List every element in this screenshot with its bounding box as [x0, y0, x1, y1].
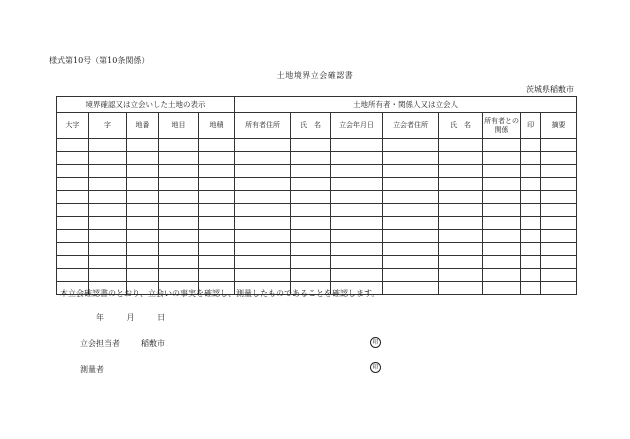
- table-cell[interactable]: [331, 204, 383, 217]
- table-cell[interactable]: [89, 256, 127, 269]
- issuer-city: 茨城県稲敷市: [526, 85, 574, 94]
- table-cell[interactable]: [383, 230, 439, 243]
- table-cell[interactable]: [541, 178, 577, 191]
- table-cell[interactable]: [199, 217, 235, 230]
- table-cell[interactable]: [57, 165, 89, 178]
- table-cell[interactable]: [127, 204, 159, 217]
- table-cell[interactable]: [521, 269, 541, 282]
- table-cell[interactable]: [235, 152, 291, 165]
- column-header: 氏 名: [439, 113, 483, 139]
- table-cell[interactable]: [57, 204, 89, 217]
- table-cell[interactable]: [521, 256, 541, 269]
- column-header: 氏 名: [291, 113, 331, 139]
- surveyor-label: 測量者: [80, 365, 104, 374]
- table-cell[interactable]: [159, 165, 199, 178]
- table-cell[interactable]: [127, 256, 159, 269]
- table-cell[interactable]: [291, 217, 331, 230]
- table-cell[interactable]: [439, 165, 483, 178]
- table-cell[interactable]: [541, 139, 577, 152]
- table-cell[interactable]: [199, 165, 235, 178]
- table-cell[interactable]: [57, 152, 89, 165]
- table-cell[interactable]: [89, 165, 127, 178]
- table-cell[interactable]: [541, 217, 577, 230]
- table-cell[interactable]: [541, 191, 577, 204]
- table-cell[interactable]: [235, 178, 291, 191]
- witness-label: 立会担当者: [80, 339, 120, 348]
- table-cell[interactable]: [331, 256, 383, 269]
- column-header: 立会年月日: [331, 113, 383, 139]
- table-cell[interactable]: [291, 256, 331, 269]
- table-cell[interactable]: [383, 191, 439, 204]
- confirmation-statement: 本立会確認書のとおり、立会いの事実を確認し、測量したものであることを確認します。: [60, 289, 380, 298]
- table-cell[interactable]: [159, 243, 199, 256]
- owner-section-header: 土地所有者・関係人又は立会人: [235, 97, 577, 113]
- table-cell[interactable]: [159, 152, 199, 165]
- table-cell[interactable]: [89, 178, 127, 191]
- table-cell[interactable]: [541, 256, 577, 269]
- table-cell[interactable]: [331, 191, 383, 204]
- column-header: 所有者住所: [235, 113, 291, 139]
- table-cell[interactable]: [89, 204, 127, 217]
- table-cell[interactable]: [127, 139, 159, 152]
- table-cell[interactable]: [439, 139, 483, 152]
- table-cell[interactable]: [291, 204, 331, 217]
- table-cell[interactable]: [383, 282, 439, 295]
- table-cell[interactable]: [57, 191, 89, 204]
- table-cell[interactable]: [331, 243, 383, 256]
- table-cell[interactable]: [89, 139, 127, 152]
- table-cell[interactable]: [483, 269, 521, 282]
- column-header: 地番: [127, 113, 159, 139]
- table-cell[interactable]: [439, 191, 483, 204]
- table-cell[interactable]: [291, 191, 331, 204]
- table-cell[interactable]: [199, 152, 235, 165]
- table-cell[interactable]: [483, 191, 521, 204]
- table-cell[interactable]: [127, 152, 159, 165]
- column-header: 立会者住所: [383, 113, 439, 139]
- table-cell[interactable]: [291, 243, 331, 256]
- table-cell[interactable]: [235, 165, 291, 178]
- table-cell[interactable]: [331, 178, 383, 191]
- table-cell[interactable]: [541, 230, 577, 243]
- table-cell[interactable]: [331, 139, 383, 152]
- table-cell[interactable]: [199, 269, 235, 282]
- table-cell[interactable]: [89, 243, 127, 256]
- table-cell[interactable]: [235, 256, 291, 269]
- table-cell[interactable]: [541, 152, 577, 165]
- table-cell[interactable]: [483, 152, 521, 165]
- boundary-confirmation-table: [56, 96, 577, 295]
- table-cell[interactable]: [89, 230, 127, 243]
- table-cell[interactable]: [521, 282, 541, 295]
- table-cell[interactable]: [483, 204, 521, 217]
- table-cell[interactable]: [199, 243, 235, 256]
- column-header: 摘要: [541, 113, 577, 139]
- table-cell[interactable]: [199, 178, 235, 191]
- table-cell[interactable]: [199, 230, 235, 243]
- table-cell[interactable]: [291, 178, 331, 191]
- table-cell[interactable]: [291, 139, 331, 152]
- table-cell[interactable]: [439, 152, 483, 165]
- table-cell[interactable]: [235, 139, 291, 152]
- table-cell[interactable]: [127, 217, 159, 230]
- table-cell[interactable]: [89, 191, 127, 204]
- table-cell[interactable]: [439, 178, 483, 191]
- table-row: [57, 243, 577, 256]
- table-cell[interactable]: [159, 217, 199, 230]
- table-cell[interactable]: [521, 152, 541, 165]
- table-cell[interactable]: [235, 217, 291, 230]
- table-cell[interactable]: [483, 230, 521, 243]
- table-cell[interactable]: [383, 269, 439, 282]
- table-cell[interactable]: [159, 269, 199, 282]
- table-cell[interactable]: [235, 269, 291, 282]
- column-header: 字: [89, 113, 127, 139]
- table-cell[interactable]: [439, 243, 483, 256]
- table-cell[interactable]: [331, 152, 383, 165]
- table-cell[interactable]: [235, 230, 291, 243]
- table-cell[interactable]: [383, 256, 439, 269]
- column-header: 地積: [199, 113, 235, 139]
- table-row: [57, 152, 577, 165]
- table-cell[interactable]: [383, 152, 439, 165]
- table-cell[interactable]: [127, 230, 159, 243]
- table-cell[interactable]: [159, 230, 199, 243]
- table-cell[interactable]: [483, 282, 521, 295]
- column-header: 印: [521, 113, 541, 139]
- table-cell[interactable]: [483, 243, 521, 256]
- witness-seal-mark: 印: [370, 337, 381, 348]
- table-row: [57, 230, 577, 243]
- table-cell[interactable]: [439, 230, 483, 243]
- table-cell[interactable]: [483, 256, 521, 269]
- table-cell[interactable]: [57, 269, 89, 282]
- table-cell[interactable]: [541, 282, 577, 295]
- table-cell[interactable]: [159, 191, 199, 204]
- table-cell[interactable]: [331, 230, 383, 243]
- table-cell[interactable]: [383, 178, 439, 191]
- table-cell[interactable]: [89, 217, 127, 230]
- column-header: 地目: [159, 113, 199, 139]
- table-row: [57, 256, 577, 269]
- table-cell[interactable]: [521, 204, 541, 217]
- table-cell[interactable]: [541, 269, 577, 282]
- table-cell[interactable]: [521, 230, 541, 243]
- table-row: [57, 269, 577, 282]
- table-row: [57, 204, 577, 217]
- table-row: [57, 165, 577, 178]
- table-cell[interactable]: [383, 204, 439, 217]
- table-cell[interactable]: [483, 165, 521, 178]
- table-cell[interactable]: [483, 178, 521, 191]
- table-cell[interactable]: [331, 165, 383, 178]
- land-section-header: 境界確認又は立会いした土地の表示: [57, 97, 235, 113]
- table-cell[interactable]: [291, 269, 331, 282]
- form-number: 様式第10号（第10条関係）: [49, 56, 150, 65]
- table-cell[interactable]: [127, 243, 159, 256]
- table-cell[interactable]: [57, 230, 89, 243]
- table-cell[interactable]: [383, 139, 439, 152]
- table-cell[interactable]: [159, 139, 199, 152]
- table-row: [57, 139, 577, 152]
- table-cell[interactable]: [521, 178, 541, 191]
- table-cell[interactable]: [439, 256, 483, 269]
- table-cell[interactable]: [383, 217, 439, 230]
- table-cell[interactable]: [483, 139, 521, 152]
- table-row: [57, 217, 577, 230]
- column-header: 所有者との関係: [483, 113, 521, 139]
- table-cell[interactable]: [291, 152, 331, 165]
- table-cell[interactable]: [57, 178, 89, 191]
- table-cell[interactable]: [541, 243, 577, 256]
- table-cell[interactable]: [483, 217, 521, 230]
- table-cell[interactable]: [439, 217, 483, 230]
- surveyor-seal-mark: 印: [370, 362, 381, 373]
- table-cell[interactable]: [439, 269, 483, 282]
- table-cell[interactable]: [439, 282, 483, 295]
- table-cell[interactable]: [439, 204, 483, 217]
- table-cell[interactable]: [57, 243, 89, 256]
- table-cell[interactable]: [127, 191, 159, 204]
- table-cell[interactable]: [89, 269, 127, 282]
- table-cell[interactable]: [235, 243, 291, 256]
- table-cell[interactable]: [57, 217, 89, 230]
- table-cell[interactable]: [331, 269, 383, 282]
- table-cell[interactable]: [235, 204, 291, 217]
- table-cell[interactable]: [199, 191, 235, 204]
- table-row: [57, 191, 577, 204]
- table-cell[interactable]: [159, 256, 199, 269]
- table-cell[interactable]: [383, 165, 439, 178]
- table-cell[interactable]: [291, 165, 331, 178]
- table-cell[interactable]: [331, 217, 383, 230]
- table-cell[interactable]: [521, 191, 541, 204]
- table-cell[interactable]: [541, 165, 577, 178]
- table-cell[interactable]: [127, 269, 159, 282]
- table-cell[interactable]: [127, 165, 159, 178]
- table-cell[interactable]: [159, 204, 199, 217]
- table-cell[interactable]: [57, 139, 89, 152]
- document-title: 土地境界立会確認書: [276, 71, 354, 80]
- table-cell[interactable]: [541, 204, 577, 217]
- table-cell[interactable]: [89, 152, 127, 165]
- table-cell[interactable]: [127, 178, 159, 191]
- table-cell[interactable]: [57, 256, 89, 269]
- date-line: 年 月 日: [96, 313, 166, 322]
- witness-city: 稲敷市: [141, 339, 165, 348]
- table-cell[interactable]: [521, 217, 541, 230]
- table-cell[interactable]: [521, 139, 541, 152]
- table-cell[interactable]: [521, 243, 541, 256]
- table-cell[interactable]: [383, 243, 439, 256]
- table-cell[interactable]: [199, 256, 235, 269]
- table-cell[interactable]: [199, 139, 235, 152]
- table-row: [57, 178, 577, 191]
- table-cell[interactable]: [199, 204, 235, 217]
- table-cell[interactable]: [235, 191, 291, 204]
- table-cell[interactable]: [291, 230, 331, 243]
- column-header: 大字: [57, 113, 89, 139]
- table-cell[interactable]: [159, 178, 199, 191]
- table-cell[interactable]: [521, 165, 541, 178]
